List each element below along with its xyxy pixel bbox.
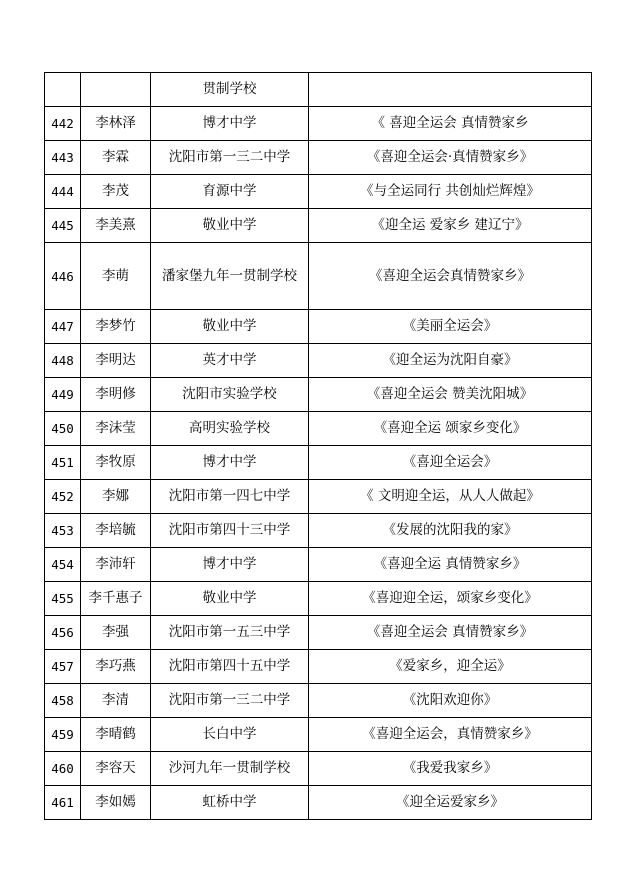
table-row — [45, 141, 592, 175]
cell-title: 《喜迎全运会·真情赞家乡》 — [309, 141, 592, 175]
cell-name: 李清 — [81, 684, 151, 718]
cell-title — [309, 73, 592, 107]
cell-title: 《美丽全运会》 — [309, 310, 592, 344]
cell-school: 沈阳市实验学校 — [151, 378, 309, 412]
cell-number: 461 — [45, 786, 81, 820]
cell-title: 《喜迎全运会真情赞家乡》 — [309, 243, 592, 310]
cell-number: 448 — [45, 344, 81, 378]
cell-school: 育源中学 — [151, 175, 309, 209]
cell-number: 454 — [45, 548, 81, 582]
cell-school: 虹桥中学 — [151, 786, 309, 820]
cell-school: 长白中学 — [151, 718, 309, 752]
table-row — [45, 548, 592, 582]
table-row — [45, 209, 592, 243]
cell-title: 《喜迎全运会 真情赞家乡》 — [309, 616, 592, 650]
cell-name: 李梦竹 — [81, 310, 151, 344]
cell-title: 《沈阳欢迎你》 — [309, 684, 592, 718]
cell-school: 沈阳市第四十三中学 — [151, 514, 309, 548]
entries-table — [44, 72, 592, 820]
cell-title: 《喜迎全运会 赞美沈阳城》 — [309, 378, 592, 412]
cell-school: 沙河九年一贯制学校 — [151, 752, 309, 786]
cell-number: 455 — [45, 582, 81, 616]
cell-school: 英才中学 — [151, 344, 309, 378]
cell-number: 445 — [45, 209, 81, 243]
cell-name: 李林泽 — [81, 107, 151, 141]
cell-school: 潘家堡九年一贯制学校 — [151, 243, 309, 310]
cell-number: 457 — [45, 650, 81, 684]
cell-school: 敬业中学 — [151, 209, 309, 243]
cell-school: 敬业中学 — [151, 310, 309, 344]
cell-title: 《喜迎迎全运，颂家乡变化》 — [309, 582, 592, 616]
table-row — [45, 650, 592, 684]
cell-name: 李牧原 — [81, 446, 151, 480]
table-row — [45, 684, 592, 718]
cell-name: 李千惠子 — [81, 582, 151, 616]
cell-school: 高明实验学校 — [151, 412, 309, 446]
table-row — [45, 446, 592, 480]
table-row — [45, 310, 592, 344]
cell-title: 《迎全运 爱家乡 建辽宁》 — [309, 209, 592, 243]
cell-number: 443 — [45, 141, 81, 175]
cell-number: 456 — [45, 616, 81, 650]
table-row — [45, 175, 592, 209]
table-row — [45, 243, 592, 310]
cell-name: 李培毓 — [81, 514, 151, 548]
cell-school: 沈阳市第一三二中学 — [151, 141, 309, 175]
cell-title: 《迎全运为沈阳自豪》 — [309, 344, 592, 378]
cell-name: 李茂 — [81, 175, 151, 209]
cell-number: 458 — [45, 684, 81, 718]
cell-name: 李明达 — [81, 344, 151, 378]
cell-title: 《喜迎全运会》 — [309, 446, 592, 480]
cell-number: 452 — [45, 480, 81, 514]
table-row — [45, 786, 592, 820]
cell-title: 《迎全运爱家乡》 — [309, 786, 592, 820]
cell-name: 李娜 — [81, 480, 151, 514]
cell-number — [45, 73, 81, 107]
cell-number: 444 — [45, 175, 81, 209]
entries-table-body — [45, 73, 592, 820]
cell-number: 451 — [45, 446, 81, 480]
table-row — [45, 752, 592, 786]
cell-title: 《 喜迎全运会 真情赞家乡 — [309, 107, 592, 141]
cell-school: 敬业中学 — [151, 582, 309, 616]
table-row — [45, 412, 592, 446]
cell-school: 博才中学 — [151, 107, 309, 141]
cell-school: 博才中学 — [151, 446, 309, 480]
table-row — [45, 107, 592, 141]
cell-school: 博才中学 — [151, 548, 309, 582]
cell-title: 《喜迎全运 真情赞家乡》 — [309, 548, 592, 582]
cell-number: 459 — [45, 718, 81, 752]
cell-title: 《发展的沈阳我的家》 — [309, 514, 592, 548]
cell-title: 《我爱我家乡》 — [309, 752, 592, 786]
cell-name — [81, 73, 151, 107]
cell-number: 447 — [45, 310, 81, 344]
cell-name: 李萌 — [81, 243, 151, 310]
cell-school: 沈阳市第一四七中学 — [151, 480, 309, 514]
table-row — [45, 514, 592, 548]
table-row — [45, 480, 592, 514]
cell-number: 460 — [45, 752, 81, 786]
cell-name: 李明修 — [81, 378, 151, 412]
table-row — [45, 378, 592, 412]
cell-name: 李沫莹 — [81, 412, 151, 446]
cell-school: 沈阳市第一三二中学 — [151, 684, 309, 718]
cell-name: 李美熹 — [81, 209, 151, 243]
cell-number: 450 — [45, 412, 81, 446]
table-row — [45, 616, 592, 650]
table-row — [45, 718, 592, 752]
cell-name: 李巧燕 — [81, 650, 151, 684]
cell-school: 沈阳市第四十五中学 — [151, 650, 309, 684]
continuation-row — [45, 73, 592, 107]
cell-number: 446 — [45, 243, 81, 310]
cell-number: 442 — [45, 107, 81, 141]
cell-title: 《与全运同行 共创灿烂辉煌》 — [309, 175, 592, 209]
table-row — [45, 582, 592, 616]
cell-title: 《 文明迎全运，从人人做起》 — [309, 480, 592, 514]
cell-title: 《喜迎全运会，真情赞家乡》 — [309, 718, 592, 752]
cell-name: 李如嫣 — [81, 786, 151, 820]
cell-title: 《喜迎全运 颂家乡变化》 — [309, 412, 592, 446]
cell-name: 李沛轩 — [81, 548, 151, 582]
cell-school: 贯制学校 — [151, 73, 309, 107]
cell-school: 沈阳市第一五三中学 — [151, 616, 309, 650]
cell-name: 李容天 — [81, 752, 151, 786]
cell-number: 453 — [45, 514, 81, 548]
cell-title: 《爱家乡，迎全运》 — [309, 650, 592, 684]
cell-number: 449 — [45, 378, 81, 412]
cell-name: 李霖 — [81, 141, 151, 175]
cell-name: 李强 — [81, 616, 151, 650]
table-row — [45, 344, 592, 378]
cell-name: 李晴鹤 — [81, 718, 151, 752]
